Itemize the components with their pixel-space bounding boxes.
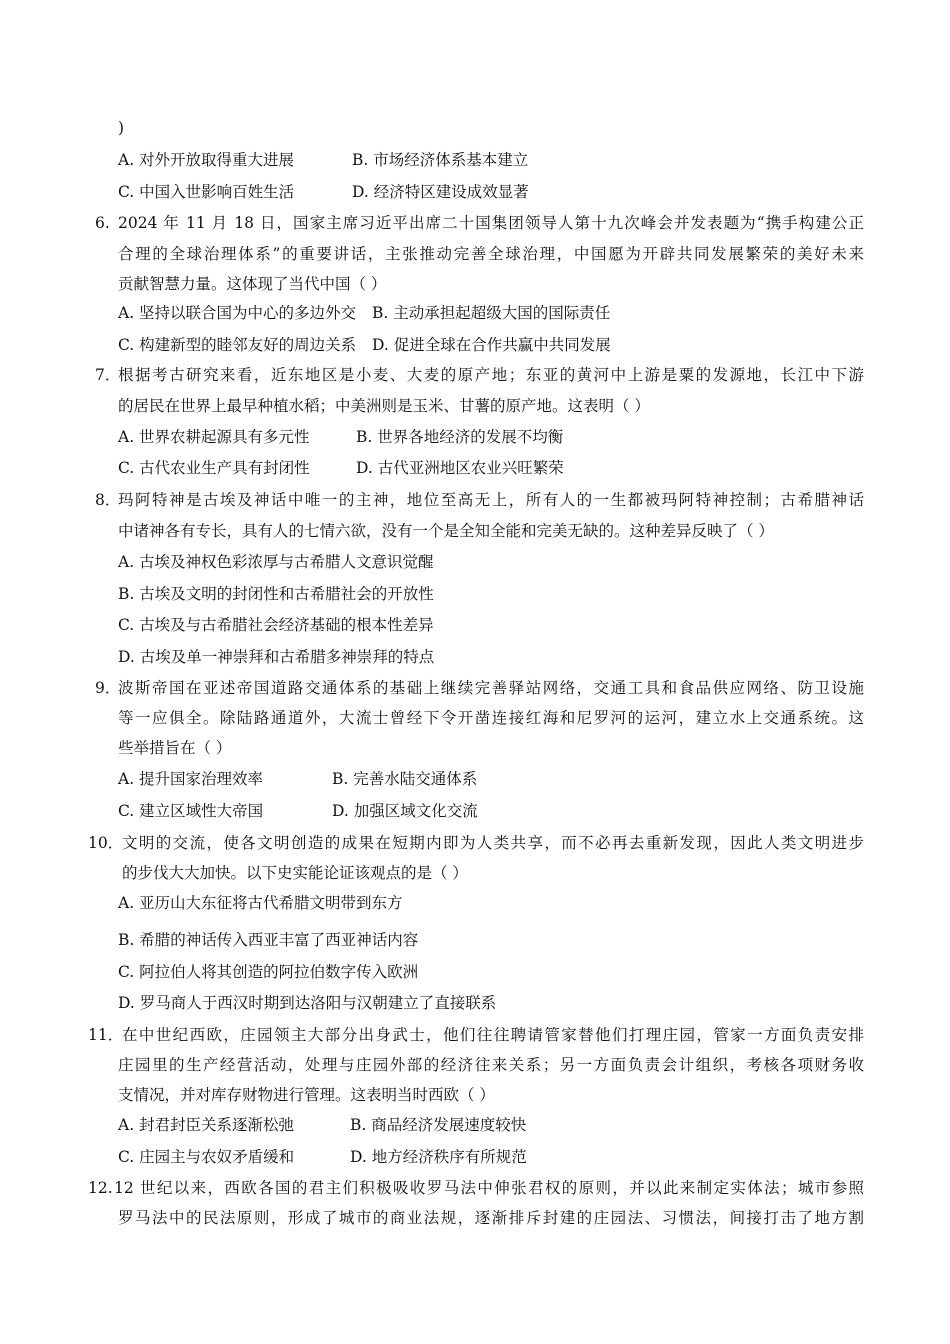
q11-option-b[interactable]: B. 商品经济发展速度较快 — [350, 1116, 527, 1134]
q8-option-b[interactable]: B. 古埃及文明的封闭性和古希腊社会的开放性 — [118, 585, 434, 603]
q11-option-d[interactable]: D. 地方经济秩序有所规范 — [350, 1148, 527, 1166]
q12-number: 12. — [88, 1179, 113, 1197]
q12-stem-line-1: 12 世纪以来，西欧各国的君主们积极吸收罗马法中伸张君权的原则，并以此来制定实体法；城市参照 — [114, 1179, 864, 1197]
q9-stem-line-1: 波斯帝国在亚述帝国道路交通体系的基础上继续完善驿站网络，交通工具和食品供应网络、防卫设施 — [118, 679, 864, 697]
q11-stem-line-1: 在中世纪西欧，庄园领主大部分出身武士，他们往往聘请管家替他们打理庄园，管家一方面负责安排 — [122, 1026, 864, 1044]
q9-option-b[interactable]: B. 完善水陆交通体系 — [332, 770, 478, 788]
q10-option-c[interactable]: C. 阿拉伯人将其创造的阿拉伯数字传入欧洲 — [118, 963, 419, 981]
q8-option-c[interactable]: C. 古埃及与古希腊社会经济基础的根本性差异 — [118, 616, 434, 634]
q8-option-d[interactable]: D. 古埃及单一神崇拜和古希腊多神崇拜的特点 — [118, 648, 435, 666]
q10-stem-line-2: 的步伐大大加快。以下史实能论证该观点的是（ ） — [122, 864, 468, 882]
q10-number: 10． — [88, 834, 124, 852]
q10-option-a[interactable]: A. 亚历山大东征将古代希腊文明带到东方 — [118, 894, 403, 912]
q11-stem-line-2: 庄园里的生产经营活动，处理与庄园外部的经济往来关系；另一方面负责会计组织，考核各项财务收 — [118, 1056, 864, 1074]
q5-option-c[interactable]: C. 中国入世影响百姓生活 — [118, 183, 295, 201]
q11-option-c[interactable]: C. 庄园主与农奴矛盾缓和 — [118, 1148, 295, 1166]
q6-option-b[interactable]: B. 主动承担起超级大国的国际责任 — [372, 304, 611, 322]
q5-option-d[interactable]: D. 经济特区建设成效显著 — [352, 183, 529, 201]
q6-number: 6. — [95, 214, 110, 232]
q6-option-a[interactable]: A. 坚持以联合国为中心的多边外交 — [118, 304, 357, 322]
q7-stem-line-2: 的居民在世界上最早种植水稻；中美洲则是玉米、甘薯的原产地。这表明（ ） — [118, 397, 650, 415]
q7-option-a[interactable]: A. 世界农耕起源具有多元性 — [118, 428, 310, 446]
q6-stem-line-1: 2024 年 11 月 18 日，国家主席习近平出席二十国集团领导人第十九次峰会并发表题为“携手构建公正 — [118, 214, 864, 232]
q7-option-d[interactable]: D. 古代亚洲地区农业兴旺繁荣 — [356, 459, 564, 477]
q9-stem-line-3: 些举措旨在（ ） — [118, 739, 232, 757]
q9-number: 9． — [95, 679, 121, 697]
q10-stem-line-1: 文明的交流，使各文明创造的成果在短期内即为人类共享，而不必再去重新发现，因此人类文明进步 — [122, 834, 864, 852]
q8-option-a[interactable]: A. 古埃及神权色彩浓厚与古希腊人文意识觉醒 — [118, 553, 434, 571]
q9-option-a[interactable]: A. 提升国家治理效率 — [118, 770, 264, 788]
q10-option-d[interactable]: D. 罗马商人于西汉时期到达洛阳与汉朝建立了直接联系 — [118, 994, 497, 1012]
q7-stem-line-1: 根据考古研究来看，近东地区是小麦、大麦的原产地；东亚的黄河中上游是粟的发源地，长江中下游 — [118, 366, 864, 384]
q10-option-b[interactable]: B. 希腊的神话传入西亚丰富了西亚神话内容 — [118, 931, 419, 949]
q8-stem-line-1: 玛阿特神是古埃及神话中唯一的主神，地位至高无上，所有人的一生都被玛阿特神控制；古希腊神话 — [118, 491, 864, 509]
q9-option-d[interactable]: D. 加强区域文化交流 — [332, 802, 478, 820]
q6-stem-line-2: 合理的全球治理体系”的重要讲话，主张推动完善全球治理，中国愿为开辟共同发展繁荣的美好未来 — [118, 245, 864, 263]
q11-number: 11． — [88, 1026, 124, 1044]
q6-option-c[interactable]: C. 构建新型的睦邻友好的周边关系 — [118, 336, 357, 354]
q5-paren: ) — [118, 119, 125, 137]
q6-stem-line-3: 贡献智慧力量。这体现了当代中国（ ） — [118, 275, 387, 293]
q7-option-c[interactable]: C. 古代农业生产具有封闭性 — [118, 459, 310, 477]
q9-option-c[interactable]: C. 建立区域性大帝国 — [118, 802, 264, 820]
q11-stem-line-3: 支情况，并对库存财物进行管理。这表明当时西欧（ ） — [118, 1086, 495, 1104]
q5-option-b[interactable]: B. 市场经济体系基本建立 — [352, 151, 529, 169]
q5-option-a[interactable]: A. 对外开放取得重大进展 — [118, 151, 295, 169]
q8-stem-line-2: 中诸神各有专长，具有人的七情六欲，没有一个是全知全能和完美无缺的。这种差异反映了（ ） — [118, 522, 774, 540]
q8-number: 8． — [95, 491, 121, 509]
q7-number: 7． — [95, 366, 121, 384]
q6-option-d[interactable]: D. 促进全球在合作共赢中共同发展 — [372, 336, 611, 354]
q9-stem-line-2: 等一应俱全。除陆路通道外，大流士曾经下令开凿连接红海和尼罗河的运河，建立水上交通系统。这 — [118, 709, 864, 727]
q12-stem-line-2: 罗马法中的民法原则，形成了城市的商业法规，逐渐排斥封建的庄园法、习惯法，间接打击了地方割 — [118, 1209, 864, 1227]
q7-option-b[interactable]: B. 世界各地经济的发展不均衡 — [356, 428, 564, 446]
q11-option-a[interactable]: A. 封君封臣关系逐渐松弛 — [118, 1116, 295, 1134]
